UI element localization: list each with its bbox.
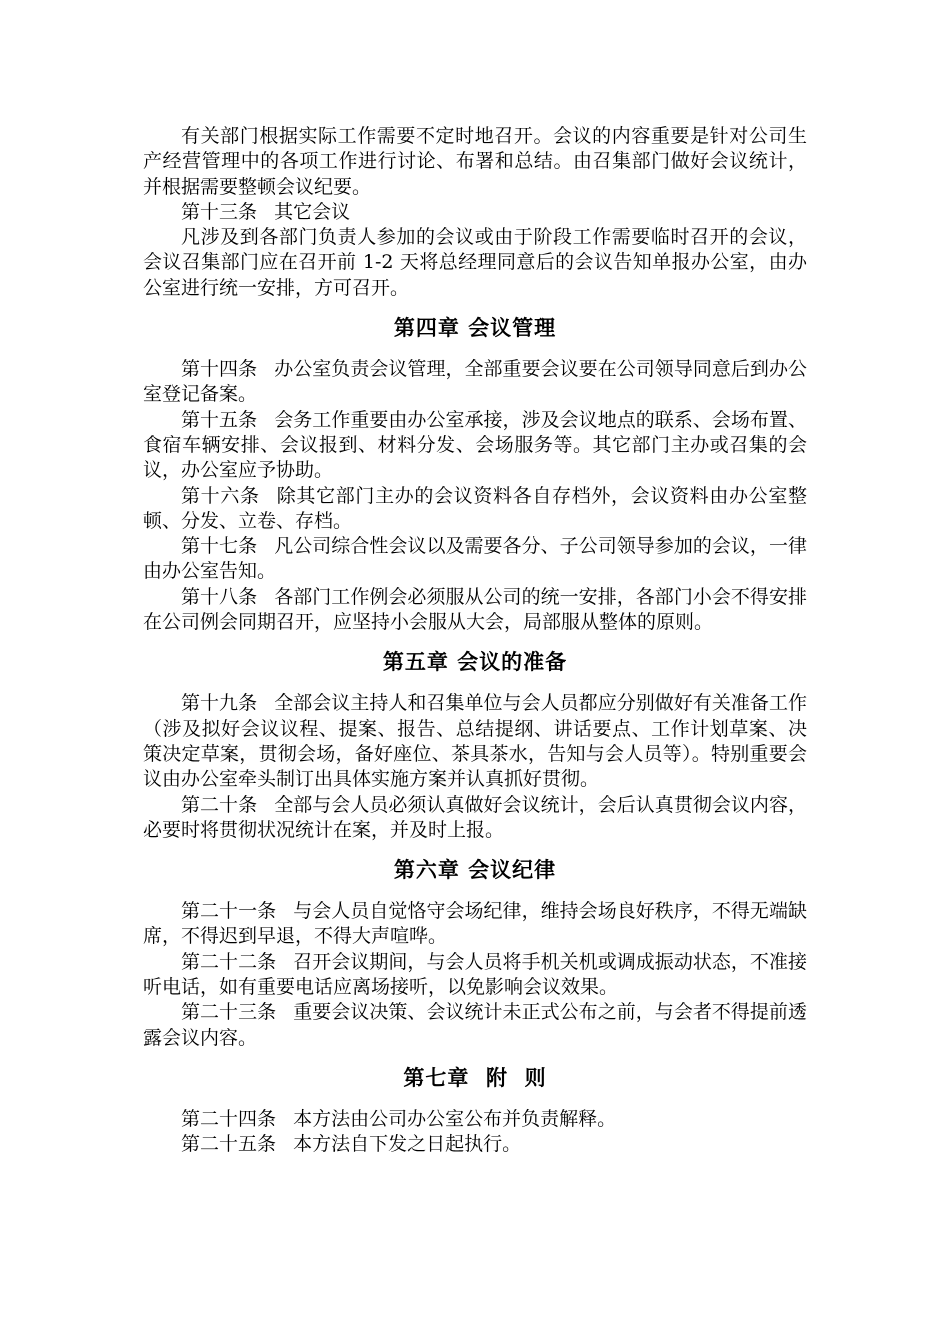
article-number: 第二十一条 xyxy=(181,900,277,923)
article-text: 其它会议 xyxy=(274,200,351,223)
article-number: 第二十条 xyxy=(181,793,258,816)
chapter-7-title: 第七章 附 则 xyxy=(403,1064,547,1090)
chapter-6-title: 第六章 会议纪律 xyxy=(393,857,557,883)
article-13-body: 凡涉及到各部门负责人参加的会议或由于阶段工作需要临时召开的会议，会议召集部门应在召开前 1-2 天将总经理同意后的会议告知单报办公室，由办公室进行统一安排，方可召开。 xyxy=(143,226,807,299)
article-text: 本方法自下发之日起执行。 xyxy=(293,1133,522,1156)
article-13-heading xyxy=(143,200,807,225)
article-20 xyxy=(143,793,807,844)
document-body xyxy=(143,124,807,1158)
article-23 xyxy=(143,1000,807,1051)
article-19 xyxy=(143,691,807,792)
article-text: 除其它部门主办的会议资料各自存档外，会议资料由办公室整顿、分发、立卷、存档。 xyxy=(143,484,807,532)
article-text: 本方法由公司办公室公布并负责解释。 xyxy=(293,1107,617,1130)
article-24 xyxy=(143,1107,807,1132)
article-text: 全部会议主持人和召集单位与会人员都应分别做好有关准备工作（涉及拟好会议议程、提案、报告、总结提纲、讲话要点、工作计划草案、决策决定草案，贯彻会场，备好座位、茶具茶水，告知与会人员等）。特别重要会议由办公室牵头制订出具体实施方案并认真抓好贯彻。 xyxy=(143,692,807,791)
article-number: 第二十三条 xyxy=(181,1001,277,1024)
article-21 xyxy=(143,899,807,950)
article-18 xyxy=(143,585,807,636)
article-number: 第十四条 xyxy=(181,358,258,381)
article-15 xyxy=(143,408,807,484)
article-14 xyxy=(143,357,807,408)
article-number: 第十三条 xyxy=(181,200,258,223)
article-text: 与会人员自觉恪守会场纪律，维持会场良好秩序，不得无端缺席，不得迟到早退，不得大声喧哗。 xyxy=(143,900,807,948)
article-text: 办公室负责会议管理，全部重要会议要在公司领导同意后到办公室登记备案。 xyxy=(143,358,807,406)
article-number: 第十八条 xyxy=(181,585,258,608)
article-16 xyxy=(143,484,807,535)
article-number: 第十九条 xyxy=(181,692,258,715)
article-text: 会务工作重要由办公室承接，涉及会议地点的联系、会场布置、食宿车辆安排、会议报到、材料分发、会场服务等。其它部门主办或召集的会议，办公室应予协助。 xyxy=(143,408,807,482)
article-number: 第十六条 xyxy=(181,484,260,507)
article-number: 第二十五条 xyxy=(181,1133,277,1156)
article-17 xyxy=(143,534,807,585)
intro-paragraph: 有关部门根据实际工作需要不定时地召开。会议的内容重要是针对公司生产经营管理中的各项工作进行讨论、布署和总结。由召集部门做好会议统计，并根据需要整顿会议纪要。 xyxy=(143,125,807,198)
article-text: 召开会议期间，与会人员将手机关机或调成振动状态，不准接听电话，如有重要电话应离场接听，以免影响会议效果。 xyxy=(143,950,807,999)
chapter-5-title: 第五章 会议的准备 xyxy=(382,649,568,675)
article-number: 第二十四条 xyxy=(181,1107,277,1130)
article-number: 第十五条 xyxy=(181,408,258,431)
article-text: 凡公司综合性会议以及需要各分、子公司领导参加的会议，一律由办公室告知。 xyxy=(143,535,807,583)
article-text: 各部门工作例会必须服从公司的统一安排，各部门小会不得安排在公司例会同期召开，应坚持小会服从大会，局部服从整体的原则。 xyxy=(143,585,807,634)
chapter-4-title: 第四章 会议管理 xyxy=(393,315,557,341)
article-text: 全部与会人员必须认真做好会议统计，会后认真贯彻会议内容，必要时将贯彻状况统计在案，并及时上报。 xyxy=(143,793,807,841)
article-22 xyxy=(143,950,807,1001)
article-25 xyxy=(143,1132,807,1157)
article-number: 第十七条 xyxy=(181,535,258,558)
article-number: 第二十二条 xyxy=(181,950,277,973)
article-text: 重要会议决策、会议统计未正式公布之前，与会者不得提前透露会议内容。 xyxy=(143,1001,807,1049)
